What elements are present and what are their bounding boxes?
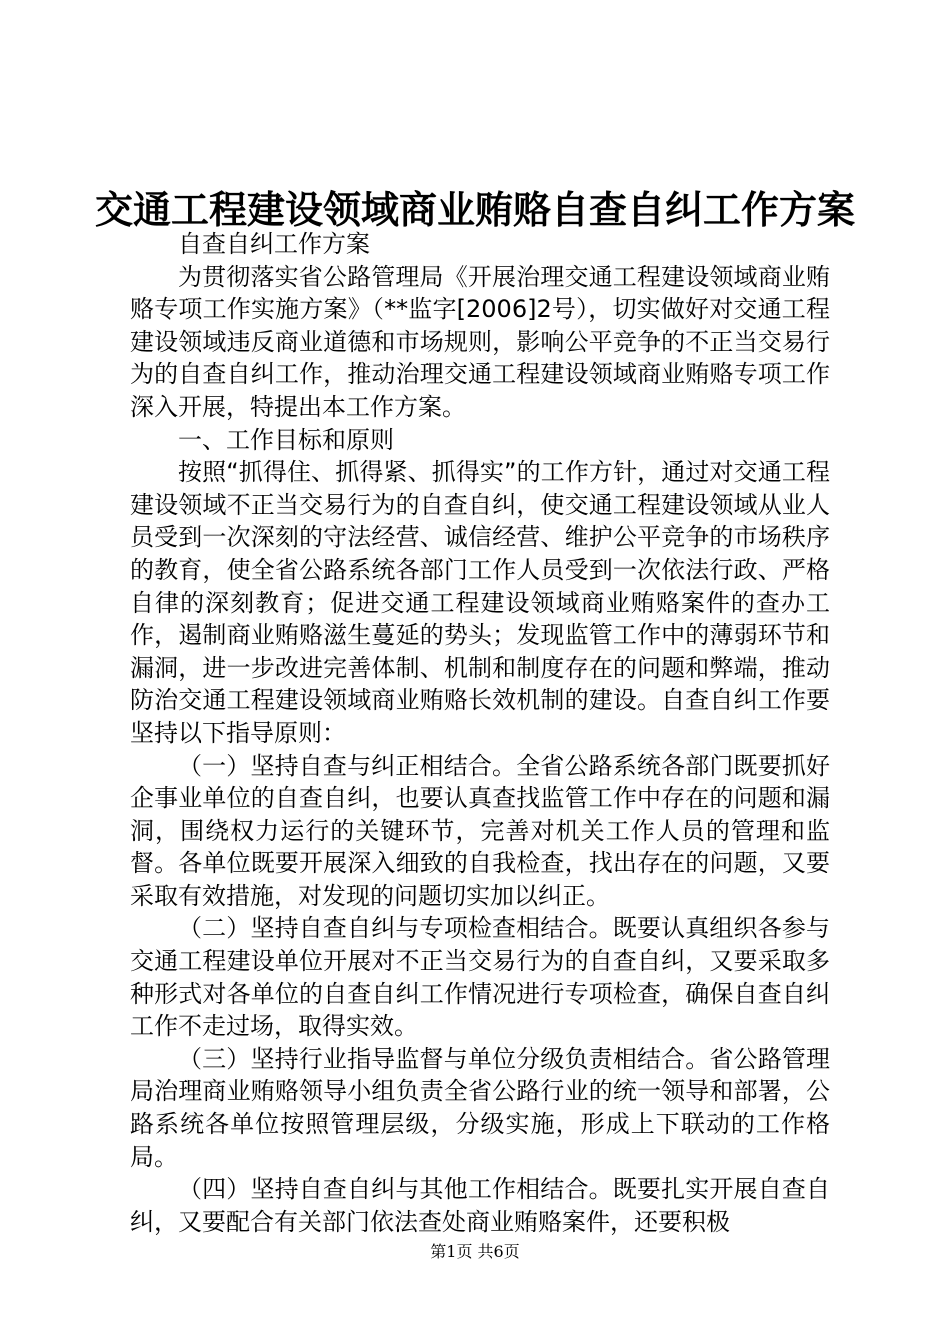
page-footer: 第1页 共6页 xyxy=(430,1242,520,1261)
paragraph-principle-2: （二）坚持自查自纠与专项检查相结合。既要认真组织各参与交通工程建设单位开展对不正当交易行为的自查自纠，又要采取多种形式对各单位的自查自纠工作情况进行专项检查，确保自查自纠工作不走过场，取得实效。 xyxy=(130,914,830,1041)
paragraph-goals: 按照“抓得住、抓得紧、抓得实”的工作方针，通过对交通工程建设领域不正当交易行为的自查自纠，使交通工程建设领域从业人员受到一次深刻的守法经营、诚信经营、维护公平竞争的市场秩序的教育，使全省公路系统各部门工作人员受到一次依法行政、严格自律的深刻教育；促进交通工程建设领域商业贿赂案件的查办工作，遏制商业贿赂滋生蔓延的势头；发现监管工作中的薄弱环节和漏洞，进一步改进完善体制、机制和制度存在的问题和弊端，推动防治交通工程建设领域商业贿赂长效机制的建设。自查自纠工作要坚持以下指导原则： xyxy=(130,458,830,747)
document-title: 交通工程建设领域商业贿赂自查自纠工作方案 xyxy=(94,187,855,232)
section-heading-goals: 一、工作目标和原则 xyxy=(178,425,394,454)
document-body xyxy=(130,228,830,1238)
paragraph-subtitle: 自查自纠工作方案 xyxy=(178,230,370,258)
paragraph-principle-4: （四）坚持自查自纠与其他工作相结合。既要扎实开展自查自纠，又要配合有关部门依法查处商业贿赂案件，还要积极 xyxy=(130,1175,830,1236)
paragraph-principle-1: （一）坚持自查与纠正相结合。全省公路系统各部门既要抓好企事业单位的自查自纠，也要认真查找监管工作中存在的问题和漏洞，围绕权力运行的关键环节，完善对机关工作人员的管理和监督。各单位既要开展深入细致的自我检查，找出存在的问题，又要采取有效措施，对发现的问题切实加以纠正。 xyxy=(130,751,830,910)
paragraph-intro: 为贯彻落实省公路管理局《开展治理交通工程建设领域商业贿赂专项工作实施方案》（**监字[2006]2号），切实做好对交通工程建设领域违反商业道德和市场规则，影响公平竞争的不正当交易行为的自查自纠工作，推动治理交通工程建设领域商业贿赂专项工作深入开展，特提出本工作方案。 xyxy=(130,262,830,421)
paragraph-principle-3: （三）坚持行业指导监督与单位分级负责相结合。省公路管理局治理商业贿赂领导小组负责全省公路行业的统一领导和部署，公路系统各单位按照管理层级，分级实施，形成上下联动的工作格局。 xyxy=(130,1044,830,1171)
